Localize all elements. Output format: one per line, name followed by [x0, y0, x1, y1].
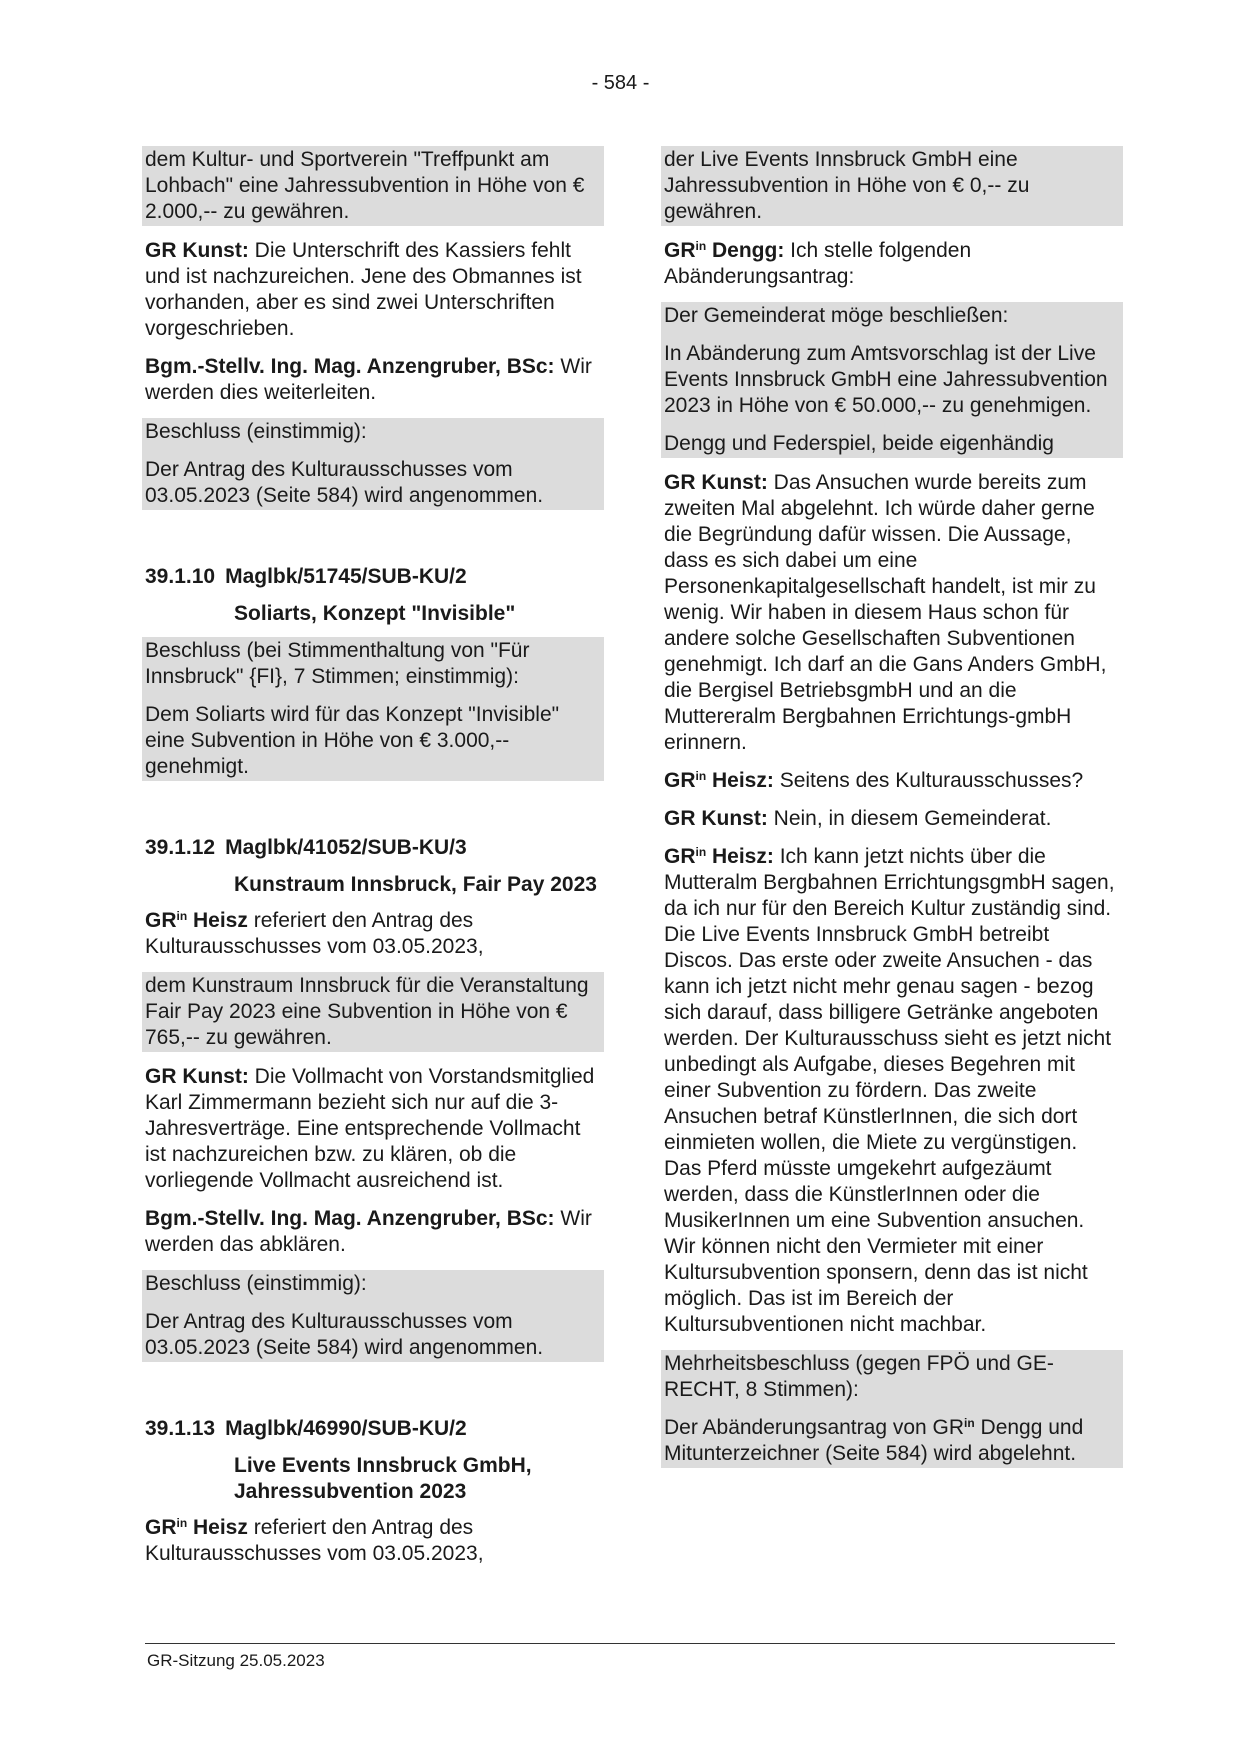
- amendment-text: In Abänderung zum Amtsvorschlag ist der Live Events Innsbruck GmbH eine Jahressubvention 2023 in Höhe von € 50.000,-- zu genehmigen.: [661, 330, 1123, 420]
- agenda-item-39-1-10: [145, 564, 601, 781]
- footer-divider: [145, 1643, 1115, 1644]
- speech-text: Die Vollmacht von Vorstandsmitglied Karl Zimmermann bezieht sich nur auf die 3-Jahresverträge. Eine entsprechende Vollmacht ist nachzureichen bzw. zu klären, ob die vorliegende Vollmacht ausreichend ist.: [145, 1065, 595, 1192]
- speaker: Heisz:: [706, 845, 774, 868]
- speaker: Heisz:: [706, 769, 774, 792]
- speech-paragraph: $GR^{in}$ Dengg: Ich stelle folgenden Abänderungsantrag:: [664, 239, 972, 288]
- speech-text: Ich stelle folgenden Abänderungsantrag:: [664, 239, 972, 288]
- item-title: Kunstraum Innsbruck, Fair Pay 2023: [234, 873, 597, 896]
- speech-text: Nein, in diesem Gemeinderat.: [767, 807, 1052, 830]
- item-code: Maglbk/51745/SUB-KU/2: [225, 565, 467, 588]
- speech-paragraph: $GR^{in}$ Heisz: Seitens des Kulturausschusses?: [664, 769, 1084, 792]
- item-code: Maglbk/41052/SUB-KU/3: [225, 836, 467, 859]
- amendment-text: Der Gemeinderat möge beschließen:: [661, 302, 1123, 330]
- speech-text: Wir werden das abklären.: [145, 1207, 592, 1256]
- motion-text: der Live Events Innsbruck GmbH eine Jahressubvention in Höhe von € 0,-- zu gewähren.: [661, 146, 1123, 226]
- resolution-heading: Mehrheitsbeschluss (gegen FPÖ und GE-RECHT, 8 Stimmen):: [661, 1350, 1123, 1404]
- item-code: Maglbk/46990/SUB-KU/2: [225, 1417, 467, 1440]
- speech-paragraph: [145, 1064, 601, 1194]
- speech-paragraph: [664, 806, 1120, 832]
- item-number: 39.1.12 Maglbk/41052/SUB-KU/3: [145, 836, 467, 859]
- speech-paragraph: [145, 238, 601, 342]
- item-number: 39.1.10 Maglbk/51745/SUB-KU/2: [145, 565, 467, 588]
- speech-text: referiert den Antrag des Kulturausschusses vom 03.05.2023,: [145, 909, 484, 958]
- page-number: - 584 -: [591, 72, 650, 94]
- item-title: Soliarts, Konzept "Invisible": [234, 602, 516, 625]
- resolution-heading: Beschluss (einstimmig):: [142, 1270, 604, 1298]
- speaker: Heisz: [187, 909, 248, 932]
- speech-paragraph: $GR^{in}$ Heisz referiert den Antrag des Kulturausschusses vom 03.05.2023,: [145, 909, 484, 958]
- item-title: Live Events Innsbruck GmbH, Jahressubvention 2023: [234, 1454, 532, 1503]
- speaker: Dengg:: [706, 239, 785, 262]
- speaker: GR Kunst:: [664, 471, 768, 494]
- speech-paragraph: $GR^{in}$ Heisz: Ich kann jetzt nichts über die Mutteralm Bergbahnen ErrichtungsgmbH sagen, da ich nur für den Bereich Kultur zuständig sind. Die Live Events Innsbruck GmbH betreibt Discos. Das erste oder zweite Ansuchen - das kann ich jetzt nicht mehr genau sagen - bezog sich darauf, dass billigere Getränke angeboten werden. Der Kulturausschuss sieht es jetzt nicht unbedingt als Aufgabe, dieses Begehren mit einer Subvention zu fördern. Das zweite Ansuchen betraf KünstlerInnen, die sich dort einmieten wollen, die Miete zu vergünstigen. Das Pferd müsste umgekehrt aufgezäumt werden, dass die KünstlerInnen oder die MusikerInnen um eine Subvention ansuchen. Wir können nicht den Vermieter mit einer Kultursubvention sponsern, denn das ist nicht möglich. Das ist im Bereich der Kultursubventionen nicht machbar.: [664, 845, 1115, 1336]
- agenda-item-39-1-13: [145, 1416, 601, 1567]
- amendment-signatures: Dengg und Federspiel, beide eigenhändig: [661, 420, 1123, 458]
- right-column: [664, 146, 1120, 1480]
- resolution-body: Der Abänderungsantrag von $GR^{in}$ Dengg und Mitunterzeichner (Seite 584) wird abgelehnt.: [661, 1404, 1123, 1468]
- speech-text: Die Unterschrift des Kassiers fehlt und ist nachzureichen. Jene des Obmannes ist vorhanden, aber es sind zwei Unterschriften vorgeschrieben.: [145, 239, 582, 340]
- speech-paragraph: [145, 1206, 601, 1258]
- speech-text: Seitens des Kulturausschusses?: [773, 769, 1084, 792]
- resolution-body: Der Antrag des Kulturausschusses vom 03.05.2023 (Seite 584) wird angenommen.: [142, 446, 604, 510]
- speech-text: Ich kann jetzt nichts über die Mutteralm Bergbahnen ErrichtungsgmbH sagen, da ich nur für den Bereich Kultur zuständig sind. Die Live Events Innsbruck GmbH betreibt Discos. Das erste oder zweite Ansuchen - das kann ich jetzt nicht mehr genau sagen - bezog sich darauf, dass billigere Getränke angeboten werden. Der Kulturausschuss sieht es jetzt nicht unbedingt als Aufgabe, dieses Begehren mit einer Subvention zu fördern. Das zweite Ansuchen betraf KünstlerInnen, die sich dort einmieten wollen, die Miete zu vergünstigen. Das Pferd müsste umgekehrt aufgezäumt werden, dass die KünstlerInnen oder die MusikerInnen um eine Subvention ansuchen. Wir können nicht den Vermieter mit einer Kultursubvention sponsern, denn das ist nicht möglich. Das ist im Bereich der Kultursubventionen nicht machbar.: [664, 845, 1115, 1336]
- speech-text: Das Ansuchen wurde bereits zum zweiten Mal abgelehnt. Ich würde daher gerne die Begründung dafür wissen. Die Aussage, dass es sich dabei um eine Personenkapitalgesellschaft handelt, ist mir zu wenig. Wir haben in diesem Haus schon für andere solche Gesellschaften Subventionen genehmigt. Ich darf an die Gans Anders GmbH, die Bergisel BetriebsgmbH und an die Muttereralm Bergbahnen Errichtungs-gmbH erinnern.: [664, 471, 1107, 754]
- speech-text: Wir werden dies weiterleiten.: [145, 355, 592, 404]
- resolution-heading: Beschluss (bei Stimmenthaltung von "Für Innsbruck" {FI}, 7 Stimmen; einstimmig):: [142, 637, 604, 691]
- motion-text: dem Kunstraum Innsbruck für die Veranstaltung Fair Pay 2023 eine Subvention in Höhe von € 765,-- zu gewähren.: [142, 972, 604, 1052]
- item-number: 39.1.13 Maglbk/46990/SUB-KU/2: [145, 1417, 467, 1440]
- left-column: [145, 146, 601, 1579]
- speech-paragraph: [145, 354, 601, 406]
- resolution-body: Dem Soliarts wird für das Konzept "Invisible" eine Subvention in Höhe von € 3.000,-- genehmigt.: [142, 691, 604, 781]
- agenda-item-39-1-12: [145, 835, 601, 1362]
- speaker: Heisz: [187, 1516, 248, 1539]
- speaker: Bgm.-Stellv. Ing. Mag. Anzengruber, BSc:: [145, 1207, 555, 1230]
- speaker: GR Kunst:: [145, 239, 249, 262]
- speaker: GR Kunst:: [145, 1065, 249, 1088]
- speech-paragraph: [664, 470, 1120, 756]
- speech-paragraph: $GR^{in}$ Heisz referiert den Antrag des Kulturausschusses vom 03.05.2023,: [145, 1516, 484, 1565]
- motion-text: dem Kultur- und Sportverein "Treffpunkt am Lohbach" eine Jahressubvention in Höhe von € 2.000,-- zu gewähren.: [142, 146, 604, 226]
- footer: GR-Sitzung 25.05.2023: [147, 1651, 325, 1670]
- speech-text: referiert den Antrag des Kulturausschusses vom 03.05.2023,: [145, 1516, 484, 1565]
- speaker: GR Kunst:: [664, 807, 768, 830]
- resolution-heading: Beschluss (einstimmig):: [142, 418, 604, 446]
- resolution-body: Der Antrag des Kulturausschusses vom 03.05.2023 (Seite 584) wird angenommen.: [142, 1298, 604, 1362]
- speaker: Bgm.-Stellv. Ing. Mag. Anzengruber, BSc:: [145, 355, 555, 378]
